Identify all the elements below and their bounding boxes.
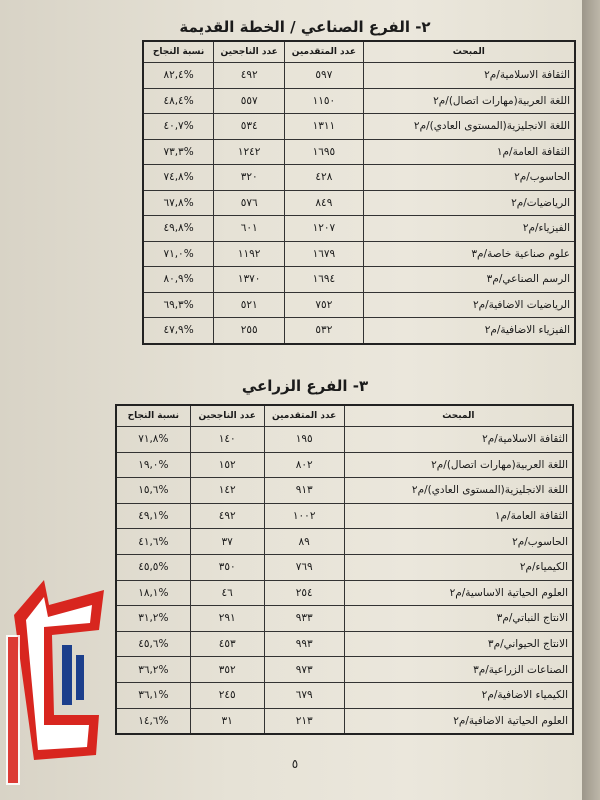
passed-cell: ١٤٢ xyxy=(190,478,264,504)
table-row xyxy=(143,88,575,114)
passed-cell: ١٤٠ xyxy=(190,427,264,453)
applicants-cell: ١٣١١ xyxy=(285,114,363,140)
pass-rate-cell: %٧١,٠ xyxy=(143,241,214,267)
agricultural-results-table xyxy=(115,404,574,735)
header-passed: عدد الناجحين xyxy=(214,41,285,63)
passed-cell: ١١٩٢ xyxy=(214,241,285,267)
subject-cell: الانتاج الحيواني/م٣ xyxy=(344,631,573,657)
subject-cell: الرياضيات الاضافية/م٢ xyxy=(363,292,575,318)
pass-rate-cell: %٨٠,٩ xyxy=(143,267,214,293)
passed-cell: ٢٥٥ xyxy=(214,318,285,344)
pass-rate-cell: %٧٣,٣ xyxy=(143,139,214,165)
passed-cell: ٣١ xyxy=(190,708,264,734)
table-row xyxy=(116,554,573,580)
subject-cell: الرسم الصناعي/م٣ xyxy=(363,267,575,293)
table-header-row xyxy=(116,405,573,427)
passed-cell: ٥٥٧ xyxy=(214,88,285,114)
page-number: ٥ xyxy=(291,757,299,771)
applicants-cell: ٩٩٣ xyxy=(264,631,344,657)
applicants-cell: ٨٠٢ xyxy=(264,452,344,478)
applicants-cell: ٢٥٤ xyxy=(264,580,344,606)
applicants-cell: ١١٥٠ xyxy=(285,88,363,114)
pass-rate-cell: %٤٨,٤ xyxy=(143,88,214,114)
pass-rate-cell: %٧٤,٨ xyxy=(143,165,214,191)
applicants-cell: ٩١٣ xyxy=(264,478,344,504)
industrial-results-table xyxy=(142,40,576,345)
section-title-industrial: ٢- الفرع الصناعي / الخطة القديمة xyxy=(179,18,431,36)
applicants-cell: ٦٧٩ xyxy=(264,682,344,708)
passed-cell: ١٢٤٢ xyxy=(214,139,285,165)
subject-cell: الحاسوب/م٢ xyxy=(344,529,573,555)
subject-cell: الثقافة الاسلامية/م٢ xyxy=(344,427,573,453)
applicants-cell: ١٠٠٢ xyxy=(264,503,344,529)
passed-cell: ٥٢١ xyxy=(214,292,285,318)
pass-rate-cell: %١٥,٦ xyxy=(116,478,190,504)
subject-cell: علوم صناعية خاصة/م٣ xyxy=(363,241,575,267)
subject-cell: الصناعات الزراعية/م٣ xyxy=(344,657,573,683)
table-row xyxy=(143,190,575,216)
pass-rate-cell: %٤٥,٥ xyxy=(116,554,190,580)
header-pass-rate: نسبة النجاح xyxy=(116,405,190,427)
pass-rate-cell: %٧١,٨ xyxy=(116,427,190,453)
subject-cell: اللغة الانجليزية(المستوى العادي)/م٢ xyxy=(363,114,575,140)
passed-cell: ٣٥٢ xyxy=(190,657,264,683)
applicants-cell: ٢١٣ xyxy=(264,708,344,734)
subject-cell: الكيمياء الاضافية/م٢ xyxy=(344,682,573,708)
subject-cell: العلوم الحياتية الاضافية/م٢ xyxy=(344,708,573,734)
passed-cell: ٥٣٤ xyxy=(214,114,285,140)
passed-cell: ٥٧٦ xyxy=(214,190,285,216)
subject-cell: اللغة العربية(مهارات اتصال)/م٢ xyxy=(344,452,573,478)
table-row xyxy=(143,216,575,242)
pass-rate-cell: %٤٩,١ xyxy=(116,503,190,529)
pass-rate-cell: %١٤,٦ xyxy=(116,708,190,734)
table-row xyxy=(143,63,575,89)
applicants-cell: ٨٩ xyxy=(264,529,344,555)
subject-cell: الفيزياء/م٢ xyxy=(363,216,575,242)
section-title-agricultural: ٣- الفرع الزراعي xyxy=(241,377,369,395)
watermark-logo xyxy=(4,575,114,790)
applicants-cell: ٨٤٩ xyxy=(285,190,363,216)
applicants-cell: ١٩٥ xyxy=(264,427,344,453)
pass-rate-cell: %٤٩,٨ xyxy=(143,216,214,242)
subject-cell: الثقافة العامة/م١ xyxy=(363,139,575,165)
applicants-cell: ٩٧٣ xyxy=(264,657,344,683)
subject-cell: الرياضيات/م٢ xyxy=(363,190,575,216)
header-applicants: عدد المتقدمين xyxy=(264,405,344,427)
passed-cell: ٤٥٣ xyxy=(190,631,264,657)
subject-cell: الثقافة العامة/م١ xyxy=(344,503,573,529)
table-row xyxy=(116,708,573,734)
table-row xyxy=(143,318,575,344)
pass-rate-cell: %٣٦,١ xyxy=(116,682,190,708)
table-row xyxy=(116,657,573,683)
passed-cell: ٢٩١ xyxy=(190,606,264,632)
pass-rate-cell: %٨٢,٤ xyxy=(143,63,214,89)
header-pass-rate: نسبة النجاح xyxy=(143,41,214,63)
passed-cell: ٤٩٢ xyxy=(190,503,264,529)
pass-rate-cell: %٤٧,٩ xyxy=(143,318,214,344)
passed-cell: ١٥٢ xyxy=(190,452,264,478)
pass-rate-cell: %١٩,٠ xyxy=(116,452,190,478)
subject-cell: اللغة العربية(مهارات اتصال)/م٢ xyxy=(363,88,575,114)
pass-rate-cell: %٦٧,٨ xyxy=(143,190,214,216)
pass-rate-cell: %٤١,٦ xyxy=(116,529,190,555)
table-row xyxy=(143,139,575,165)
anbat-logo-icon xyxy=(4,575,114,790)
header-applicants: عدد المتقدمين xyxy=(285,41,363,63)
applicants-cell: ٥٣٢ xyxy=(285,318,363,344)
applicants-cell: ١٦٩٥ xyxy=(285,139,363,165)
table-header-row xyxy=(143,41,575,63)
subject-cell: الانتاج النباتي/م٣ xyxy=(344,606,573,632)
passed-cell: ٤٦ xyxy=(190,580,264,606)
pass-rate-cell: %٣١,٢ xyxy=(116,606,190,632)
table-row xyxy=(116,682,573,708)
table-row xyxy=(116,606,573,632)
subject-cell: العلوم الحياتية الاساسية/م٢ xyxy=(344,580,573,606)
table-row xyxy=(143,292,575,318)
applicants-cell: ١٦٩٤ xyxy=(285,267,363,293)
passed-cell: ٣٢٠ xyxy=(214,165,285,191)
passed-cell: ٦٠١ xyxy=(214,216,285,242)
applicants-cell: ١٢٠٧ xyxy=(285,216,363,242)
header-passed: عدد الناجحين xyxy=(190,405,264,427)
subject-cell: الكيمياء/م٢ xyxy=(344,554,573,580)
header-subject: المبحث xyxy=(344,405,573,427)
applicants-cell: ٤٢٨ xyxy=(285,165,363,191)
pass-rate-cell: %٤٠,٧ xyxy=(143,114,214,140)
table-row xyxy=(116,478,573,504)
table-row xyxy=(143,267,575,293)
subject-cell: اللغة الانجليزية(المستوى العادي)/م٢ xyxy=(344,478,573,504)
subject-cell: الثقافة الاسلامية/م٢ xyxy=(363,63,575,89)
applicants-cell: ٩٣٣ xyxy=(264,606,344,632)
applicants-cell: ٧٥٢ xyxy=(285,292,363,318)
header-subject: المبحث xyxy=(363,41,575,63)
table-row xyxy=(116,580,573,606)
passed-cell: ٣٧ xyxy=(190,529,264,555)
subject-cell: الفيزياء الاضافية/م٢ xyxy=(363,318,575,344)
passed-cell: ٢٤٥ xyxy=(190,682,264,708)
table-row xyxy=(143,114,575,140)
applicants-cell: ٥٩٧ xyxy=(285,63,363,89)
subject-cell: الحاسوب/م٢ xyxy=(363,165,575,191)
table-row xyxy=(143,241,575,267)
passed-cell: ٣٥٠ xyxy=(190,554,264,580)
table-row xyxy=(116,503,573,529)
pass-rate-cell: %٤٥,٦ xyxy=(116,631,190,657)
table-row xyxy=(116,529,573,555)
table-row xyxy=(116,631,573,657)
page-edge-shadow xyxy=(582,0,600,800)
pass-rate-cell: %١٨,١ xyxy=(116,580,190,606)
pass-rate-cell: %٣٦,٢ xyxy=(116,657,190,683)
passed-cell: ٤٩٢ xyxy=(214,63,285,89)
passed-cell: ١٣٧٠ xyxy=(214,267,285,293)
table-row xyxy=(143,165,575,191)
applicants-cell: ٧٦٩ xyxy=(264,554,344,580)
applicants-cell: ١٦٧٩ xyxy=(285,241,363,267)
table-row xyxy=(116,427,573,453)
pass-rate-cell: %٦٩,٣ xyxy=(143,292,214,318)
table-row xyxy=(116,452,573,478)
